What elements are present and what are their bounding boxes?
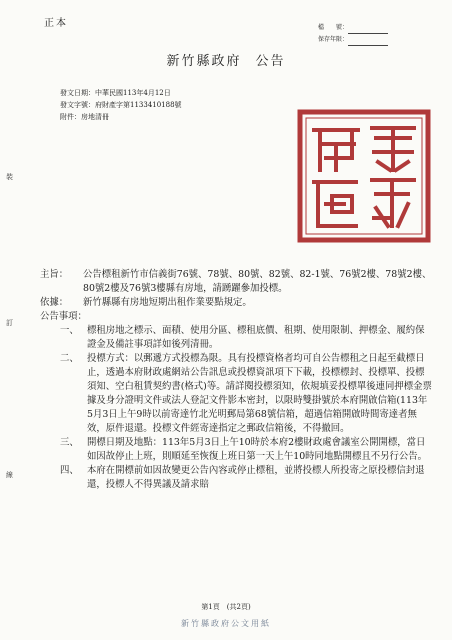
page-number: 第1頁 (共2頁) [201,603,251,611]
issue-date: 發文日期：中華民國113年4月12日 [60,89,171,97]
file-no-label: 檔 號： [318,24,349,31]
binding-mark-2: 訂 [6,319,13,327]
copy-label: 正本 [44,18,68,29]
retention-row [318,34,388,46]
announcement-item [40,464,432,492]
announcement-item [40,436,432,464]
subject-label: 主旨： [40,269,69,280]
agency-name: 新竹縣政府 [166,54,242,69]
item-number: 二、 [60,353,79,364]
binding-mark-1: 裝 [6,173,13,181]
basis-text: 新竹縣縣有房地短期出租作業要點規定。 [83,297,252,308]
item-text: 投標方式：以郵遞方式投標為限。具有投標資格者均可自公告標租之日起至截標日止，透過本府財政處網站公告訊息或投標資訊項下下載，投標標封、投標單、投標須知、空白租賃契約書(格式)等。請詳閱投標須知，依規填妥投標單後連同押標金票據及身分證明文件或法人登記文件影本密封，以限時雙掛號於本府開啟信箱(113年5月3日上午9時以前寄達竹北光明郵局第68號信箱，超過信箱開啟時間寄達者無效，原件退還。投標文件經寄達指定之郵政信箱後，不得撤回。 [87,353,432,434]
paper-brand: 新竹縣政府公文用紙 [181,619,271,628]
announcement-item [40,352,432,436]
retention-blank [348,45,388,46]
item-number: 一、 [60,325,79,336]
item-text: 本府在開標前如因故變更公告內容或停止標租，並將投標人所投寄之原投標信封退還，投標人不得異議及請求賠 [87,465,425,490]
announcement-item [40,324,432,352]
subject-paragraph [40,268,432,296]
issue-number: 發文字號：府財產字第1133410188號 [60,101,182,109]
official-seal-icon [296,108,432,244]
items-heading: 公告事項： [40,311,87,322]
attachment: 附件：房地清冊 [60,113,109,121]
issue-meta [60,87,182,123]
retention-label: 保存年限： [318,36,349,43]
binding-mark-3: 線 [6,471,13,479]
doc-type: 公告 [255,54,286,69]
file-no-row [318,22,388,34]
announcement-items [40,324,432,492]
item-text: 開標日期及地點：113年5月3日上午10時於本府2樓財政處會議室公開開標，當日如因故停止上班，則順延至恢復上班日第一天上午10時同地點開標且不另行公告。 [87,437,428,462]
item-number: 三、 [60,437,79,448]
basis-paragraph [40,296,432,310]
page-title [0,50,452,69]
document-body [40,268,432,492]
file-meta [318,22,388,46]
basis-label: 依據： [40,297,69,308]
item-number: 四、 [60,465,79,476]
item-text: 標租房地之標示、面積、使用分區、標租底價、租期、使用限制、押標金、履約保證金及備註事項詳如後列清冊。 [87,325,425,350]
subject-text: 公告標租新竹市信義街76號、78號、80號、82號、82-1號、76號2樓、78號2樓、80號2樓及76號3樓縣有房地，請踴躍參加投標。 [83,269,432,294]
